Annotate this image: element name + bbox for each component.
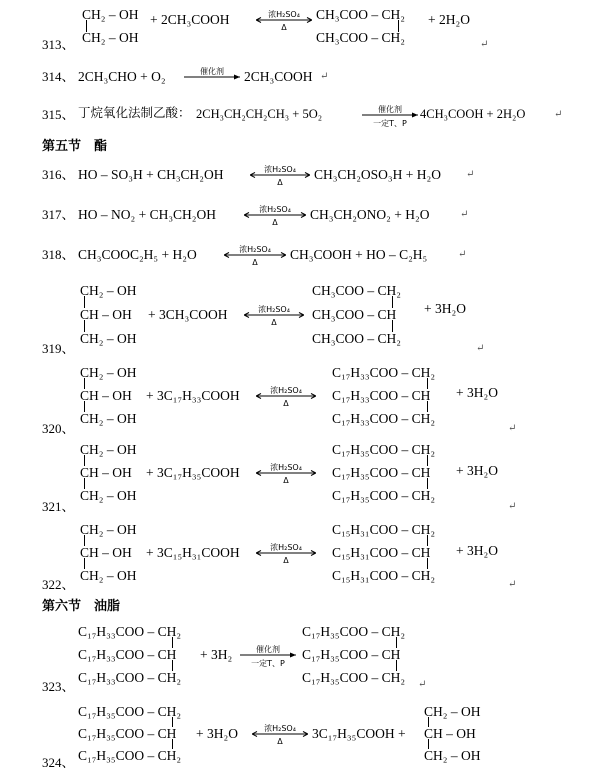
reactant-line: C₁₇H₃₃COO – CH₂ xyxy=(78,670,182,685)
reaction-number: 313、 xyxy=(42,37,75,52)
section-heading: 第六节 油脂 xyxy=(42,599,121,614)
line-break-mark: ↵ xyxy=(480,39,489,50)
condition-top: 浓H₂SO₄ xyxy=(239,245,271,254)
bond-line xyxy=(86,20,87,32)
product: + 3H₂O xyxy=(456,385,498,400)
bond-line xyxy=(392,320,393,332)
reactant-line: C₁₇H₃₅COO – CH₂ xyxy=(78,704,182,719)
bond-line xyxy=(427,535,428,546)
products: 2CH₃COOH xyxy=(244,69,313,84)
reactant: + 2CH₃COOH xyxy=(150,12,230,27)
bond-line xyxy=(84,558,85,569)
description-text: 丁烷氧化法制乙酸： xyxy=(78,105,191,120)
products: 3C₁₇H₃₅COOH + xyxy=(312,726,406,741)
products: CH₃COOH + HO – C₂H₅ xyxy=(290,247,428,262)
condition-top: 浓H₂SO₄ xyxy=(270,543,302,552)
product: + 3H₂O xyxy=(424,301,466,316)
bond-line xyxy=(428,717,429,727)
reactant-line: CH₂ – OH xyxy=(82,7,139,22)
reactant-line: C₁₇H₃₃COO – CH₂ xyxy=(78,624,182,639)
condition-top: 催化剂 xyxy=(256,645,280,654)
product: + 3H₂O xyxy=(456,543,498,558)
line-break-mark: ↵ xyxy=(460,209,469,220)
bond-line xyxy=(84,455,85,466)
reactant: + 3C₁₇H₃₅COOH xyxy=(146,465,240,480)
bond-line xyxy=(398,20,399,32)
products: CH₃CH₂ONO₂ + H₂O xyxy=(310,207,430,222)
products: CH₃CH₂OSO₃H + H₂O xyxy=(314,167,441,182)
reactant-line: CH₂ – OH xyxy=(80,568,137,583)
product-line: CH₃COO – CH₂ xyxy=(312,283,401,298)
reaction-number: 315、 xyxy=(42,107,75,122)
reactant-line: C₁₇H₃₃COO – CH xyxy=(78,647,177,662)
bond-line xyxy=(428,739,429,749)
product-line: C₁₇H₃₅COO – CH₂ xyxy=(302,670,406,685)
reaction-number: 317、 xyxy=(42,207,75,222)
bond-line xyxy=(427,455,428,466)
product-line: C₁₇H₃₃COO – CH xyxy=(332,388,431,403)
products: 4CH₃COOH + 2H₂O xyxy=(420,107,526,121)
product-line: C₁₇H₃₅COO – CH₂ xyxy=(332,488,436,503)
line-break-mark: ↵ xyxy=(508,501,517,512)
condition-bottom: 一定T、P xyxy=(373,119,407,128)
reaction-number: 316、 xyxy=(42,167,75,182)
product-line: CH₃COO – CH xyxy=(312,307,397,322)
bond-line xyxy=(427,378,428,389)
reaction-number: 319、 xyxy=(42,341,75,356)
product: + 2H₂O xyxy=(428,12,470,27)
line-break-mark: ↵ xyxy=(466,169,475,180)
bond-line xyxy=(172,637,173,648)
bond-line xyxy=(427,558,428,569)
reaction-number: 324、 xyxy=(42,755,75,770)
bond-line xyxy=(84,478,85,489)
reactants: 2CH₃CHO + O₂ xyxy=(78,69,166,84)
reactant: + 3C₁₅H₃₁COOH xyxy=(146,545,240,560)
condition-top: 催化剂 xyxy=(200,67,224,76)
reactant-line: C₁₇H₃₅COO – CH₂ xyxy=(78,748,182,763)
condition-bottom: Δ xyxy=(272,218,278,227)
condition-bottom: Δ xyxy=(281,23,287,32)
condition-bottom: Δ xyxy=(283,399,289,408)
bond-line xyxy=(84,378,85,389)
reactants: CH₃COOC₂H₅ + H₂O xyxy=(78,247,197,262)
reactant-line: CH₂ – OH xyxy=(80,411,137,426)
reactant: + 3C₁₇H₃₃COOH xyxy=(146,388,240,403)
condition-top: 浓H₂SO₄ xyxy=(258,305,290,314)
product-line: CH₂ – OH xyxy=(424,704,481,719)
product-line: C₁₇H₃₅COO – CH xyxy=(302,647,401,662)
bond-line xyxy=(427,401,428,412)
bond-line xyxy=(84,320,85,332)
product-line: C₁₇H₃₅COO – CH xyxy=(332,465,431,480)
condition-top: 浓H₂SO₄ xyxy=(264,165,296,174)
reaction-number: 323、 xyxy=(42,679,75,694)
product-line: C₁₅H₃₁COO – CH₂ xyxy=(332,568,436,583)
reactant-line: CH – OH xyxy=(80,307,132,322)
condition-top: 浓H₂SO₄ xyxy=(270,386,302,395)
line-break-mark: ↵ xyxy=(508,579,517,590)
reactant-line: CH₂ – OH xyxy=(82,30,139,45)
product-line: C₁₅H₃₁COO – CH xyxy=(332,545,431,560)
product-line: CH₃COO – CH₂ xyxy=(316,7,405,22)
line-break-mark: ↵ xyxy=(508,423,517,434)
bond-line xyxy=(84,296,85,308)
condition-bottom: Δ xyxy=(277,178,283,187)
product-line: CH – OH xyxy=(424,726,476,741)
reactant: + 3H₂ xyxy=(200,647,233,662)
reactant-line: CH₂ – OH xyxy=(80,331,137,346)
arrow-icon xyxy=(184,74,240,80)
line-break-mark: ↵ xyxy=(476,343,485,354)
reaction-number: 318、 xyxy=(42,247,75,262)
product-line: C₁₅H₃₁COO – CH₂ xyxy=(332,522,436,537)
product: + 3H₂O xyxy=(456,463,498,478)
line-break-mark: ↵ xyxy=(418,679,427,690)
bond-line xyxy=(172,717,173,727)
bond-line xyxy=(392,296,393,308)
condition-bottom: Δ xyxy=(283,556,289,565)
reactant: + 3H₂O xyxy=(196,726,238,741)
reactant-line: CH₂ – OH xyxy=(80,488,137,503)
reactant-line: CH – OH xyxy=(80,545,132,560)
reactant-line: C₁₇H₃₅COO – CH xyxy=(78,726,177,741)
condition-bottom: Δ xyxy=(271,318,277,327)
reactant-line: CH₂ – OH xyxy=(80,283,137,298)
reactant-line: CH₂ – OH xyxy=(80,522,137,537)
bond-line xyxy=(84,401,85,412)
reactants: 2CH₃CH₂CH₂CH₃ + 5O₂ xyxy=(196,107,323,121)
reaction-number: 321、 xyxy=(42,499,75,514)
reactant: + 3CH₃COOH xyxy=(148,307,228,322)
condition-bottom: Δ xyxy=(283,476,289,485)
section-heading: 第五节 酯 xyxy=(42,139,108,154)
line-break-mark: ↵ xyxy=(458,249,467,260)
product-line: CH₂ – OH xyxy=(424,748,481,763)
reaction-number: 322、 xyxy=(42,577,75,592)
bond-line xyxy=(172,660,173,671)
reaction-number: 314、 xyxy=(42,69,75,84)
reactant-line: CH₂ – OH xyxy=(80,365,137,380)
product-line: C₁₇H₃₅COO – CH₂ xyxy=(302,624,406,639)
condition-top: 催化剂 xyxy=(378,105,402,114)
condition-bottom: 一定T、P xyxy=(251,659,285,668)
condition-top: 浓H₂SO₄ xyxy=(264,724,296,733)
reactants: HO – NO₂ + CH₃CH₂OH xyxy=(78,207,216,222)
bond-line xyxy=(84,535,85,546)
reactant-line: CH₂ – OH xyxy=(80,442,137,457)
condition-top: 浓H₂SO₄ xyxy=(270,463,302,472)
condition-top: 浓H₂SO₄ xyxy=(268,10,300,19)
bond-line xyxy=(396,660,397,671)
product-line: C₁₇H₃₃COO – CH₂ xyxy=(332,411,436,426)
reactant-line: CH – OH xyxy=(80,388,132,403)
reactant-line: CH – OH xyxy=(80,465,132,480)
line-break-mark: ↵ xyxy=(554,109,563,120)
product-line: CH₃COO – CH₂ xyxy=(312,331,401,346)
line-break-mark: ↵ xyxy=(320,71,329,82)
condition-top: 浓H₂SO₄ xyxy=(259,205,291,214)
bond-line xyxy=(172,739,173,749)
bond-line xyxy=(396,637,397,648)
reactants: HO – SO₃H + CH₃CH₂OH xyxy=(78,167,224,182)
product-line: C₁₇H₃₅COO – CH₂ xyxy=(332,442,436,457)
product-line: CH₃COO – CH₂ xyxy=(316,30,405,45)
reaction-number: 320、 xyxy=(42,421,75,436)
bond-line xyxy=(427,478,428,489)
condition-bottom: Δ xyxy=(277,737,283,746)
product-line: C₁₇H₃₃COO – CH₂ xyxy=(332,365,436,380)
condition-bottom: Δ xyxy=(252,258,258,267)
